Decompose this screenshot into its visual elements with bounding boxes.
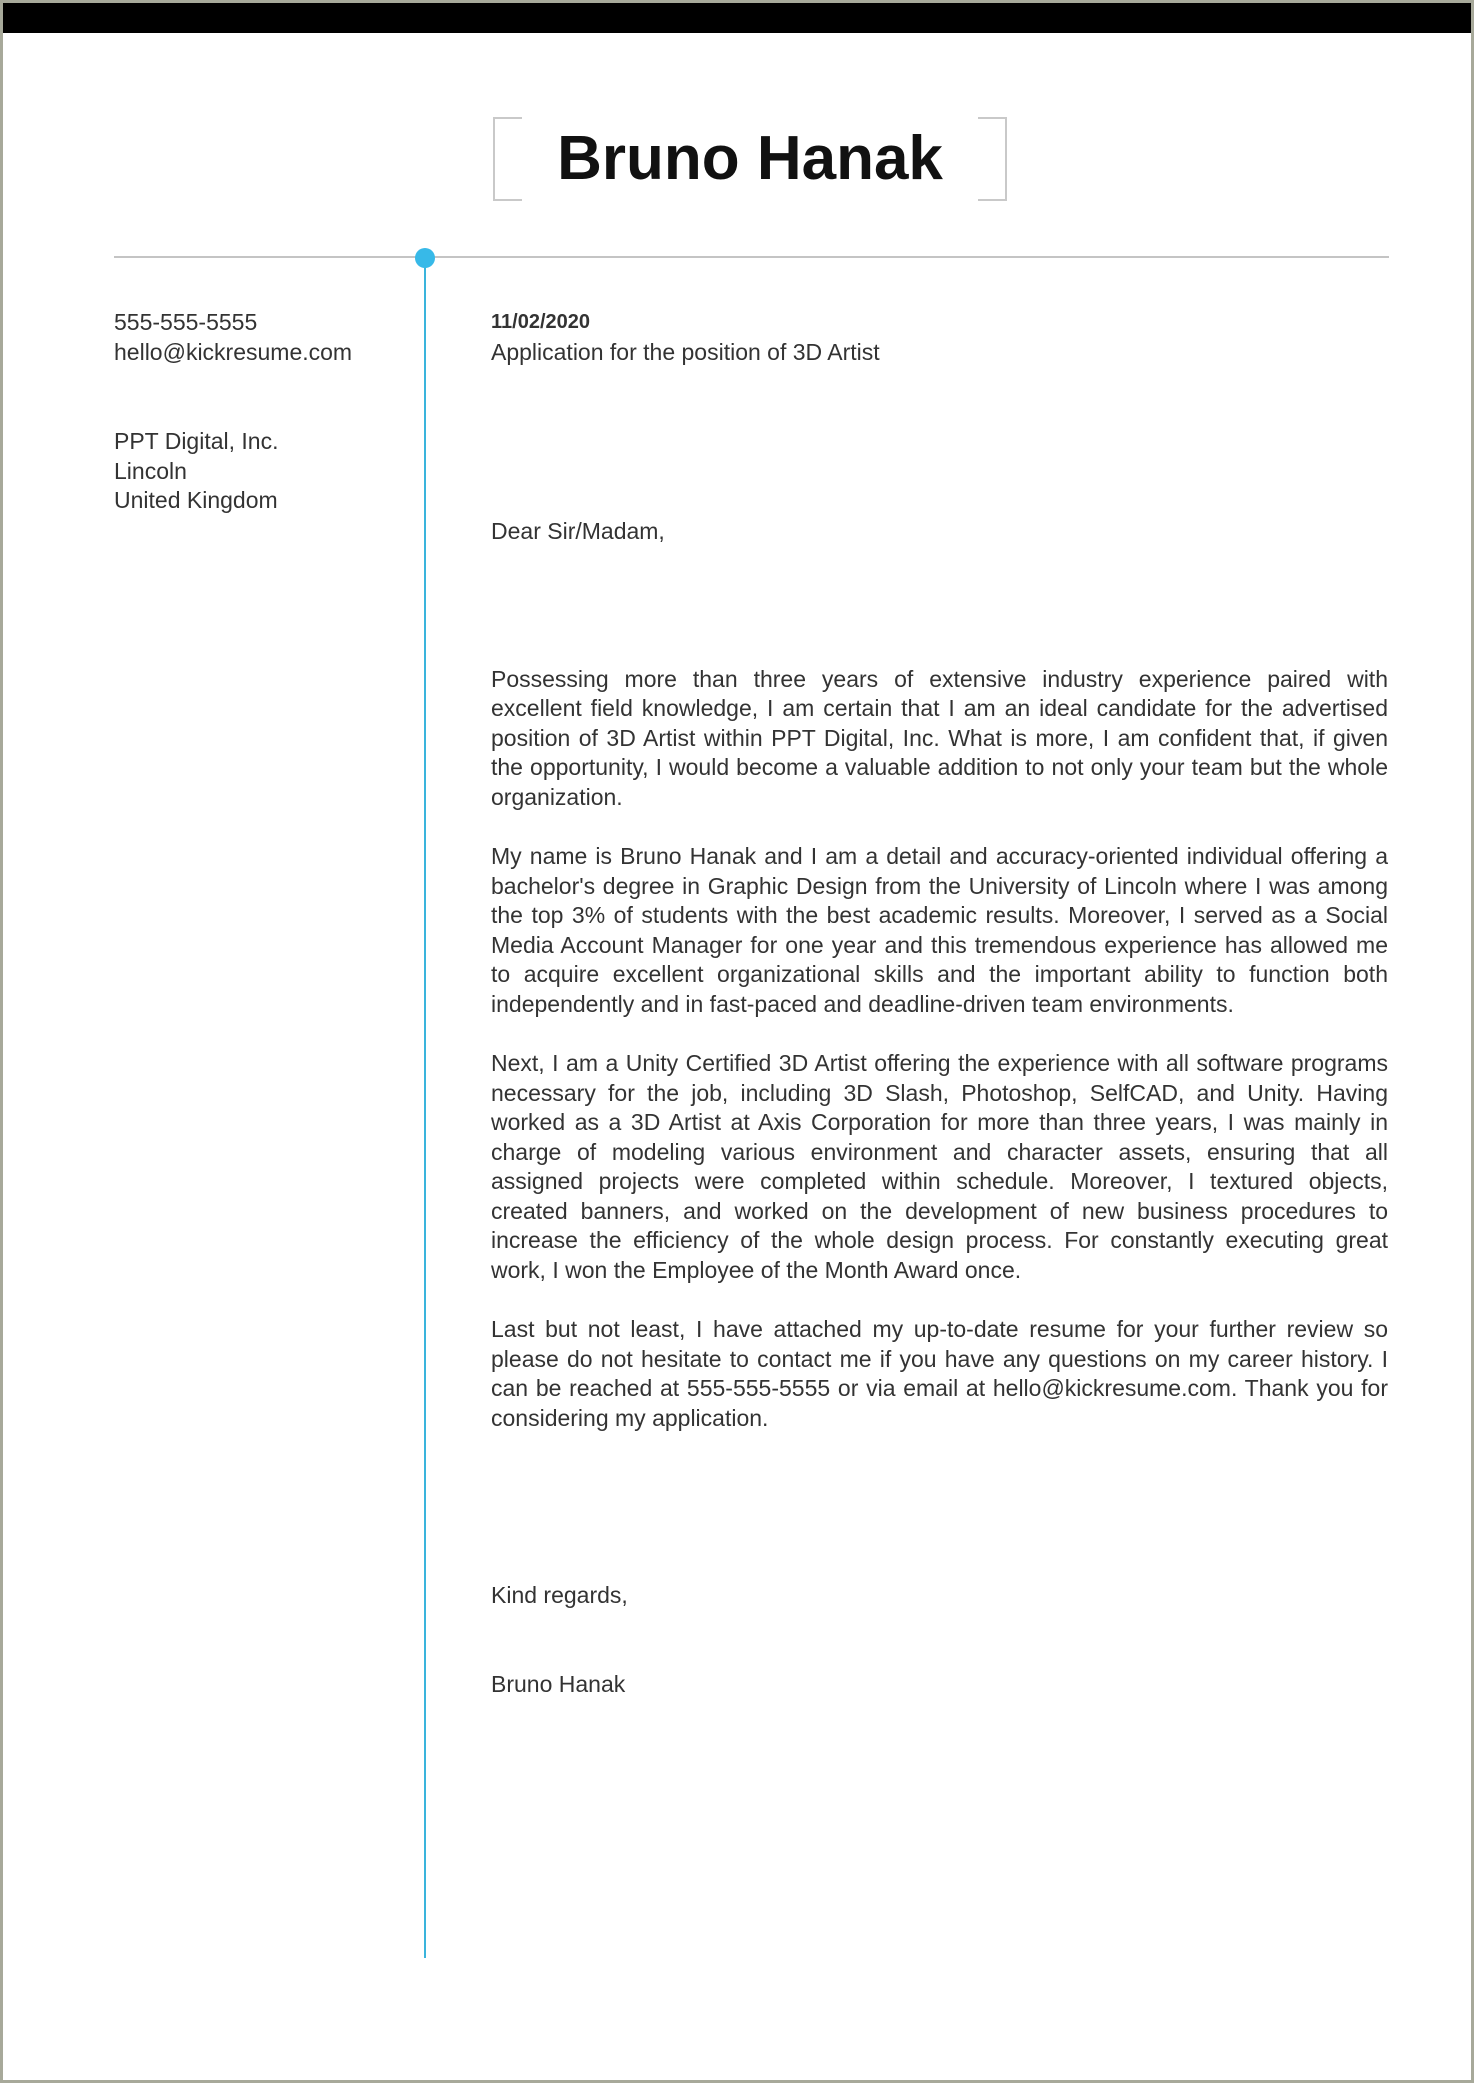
horizontal-divider — [114, 256, 1389, 258]
recipient-country: United Kingdom — [114, 487, 278, 513]
sender-email: hello@kickresume.com — [114, 338, 353, 365]
name-header — [493, 117, 1007, 201]
accent-dot — [415, 248, 435, 268]
vertical-divider — [424, 257, 426, 1958]
letter-subject: Application for the position of 3D Artist — [491, 338, 880, 365]
letter-paragraph: Last but not least, I have attached my up-to-date resume for your further review so please do not hesitate to contact me if you have any questions on my career history. I can be reached at 555-555-5555 or via email at hello@kickresume.com. Thank you for considering my application. — [491, 1316, 1388, 1431]
letter-paragraph: Next, I am a Unity Certified 3D Artist offering the experience with all software programs necessary for the job, including 3D Slash, Photoshop, SelfCAD, and Unity. Having worked as a 3D Artist at Axis Corporation for more than three years, I was mainly in charge of modeling various environment and character assets, ensuring that all assigned projects were completed within schedule. Moreover, I textured objects, created banners, and worked on the development of new business procedures to increase the efficiency of the whole design process. For constantly executing great work, I won the Employee of the Month Award once. — [491, 1050, 1388, 1283]
letter-signature: Bruno Hanak — [491, 1670, 626, 1697]
letter-paragraph: My name is Bruno Hanak and I am a detail and accuracy-oriented individual offering a bachelor's degree in Graphic Design from the University of Lincoln where I was among the top 3% of students with the best academic results. Moreover, I served as a Social Media Account Manager for one year and this tremendous experience has allowed me to acquire excellent organizational skills and the important ability to function both independently and in fast-paced and deadline-driven team environments. — [491, 843, 1388, 1017]
letter-paragraph: Possessing more than three years of extensive industry experience paired with excellent field knowledge, I am certain that I am an ideal candidate for the advertised position of 3D Artist within PPT Digital, Inc. What is more, I am confident that, if given the opportunity, I would become a valuable addition to not only your team but the whole organization. — [491, 665, 1388, 810]
document-page — [3, 3, 1471, 2080]
letter-salutation: Dear Sir/Madam, — [491, 518, 665, 544]
sender-phone: 555-555-5555 — [114, 309, 258, 335]
sidebar-spacer — [114, 367, 404, 427]
sidebar — [114, 308, 404, 516]
letter-closing: Kind regards, — [491, 1582, 628, 1608]
letter-body — [491, 308, 1388, 1699]
top-bar — [3, 3, 1471, 33]
recipient-company: PPT Digital, Inc. — [114, 428, 279, 454]
letter-date: 11/02/2020 — [491, 311, 590, 333]
recipient-city: Lincoln — [114, 457, 187, 484]
applicant-name: Bruno Hanak — [557, 124, 943, 193]
